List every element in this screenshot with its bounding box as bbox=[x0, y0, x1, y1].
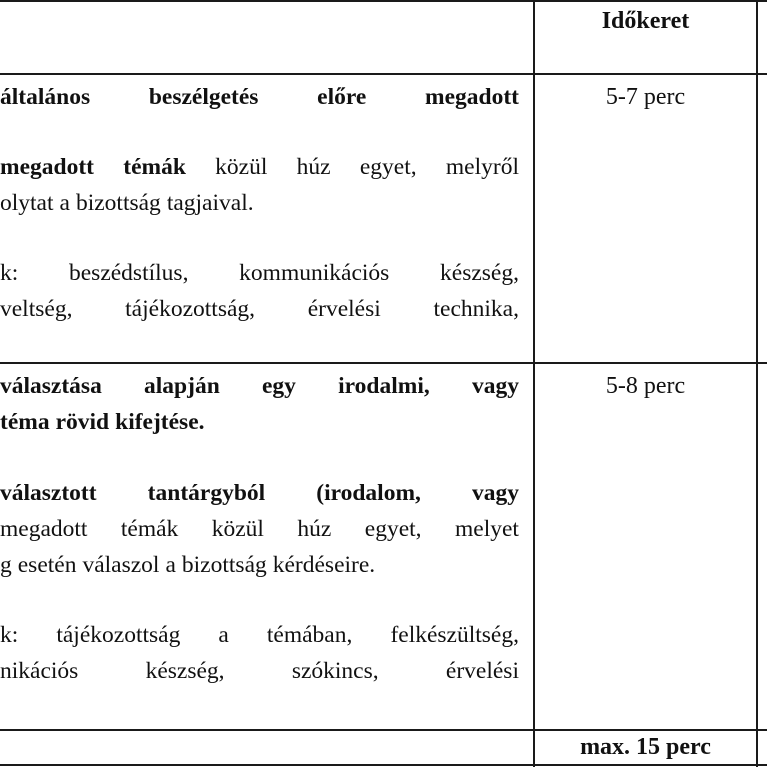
description-word: beszédstílus, bbox=[69, 260, 189, 286]
description-word: a bbox=[218, 622, 229, 648]
total-time: max. 15 perc bbox=[580, 734, 711, 760]
description-word: alapján bbox=[144, 373, 220, 399]
table-top-border bbox=[0, 0, 767, 2]
description-line bbox=[0, 373, 519, 400]
description-word: készség, bbox=[440, 260, 519, 286]
description-word: témák bbox=[120, 516, 179, 542]
description-word: megadott bbox=[425, 84, 519, 110]
description-word: melyet bbox=[454, 516, 519, 542]
description-word: tájékozottság, bbox=[125, 296, 256, 322]
description-line bbox=[0, 516, 519, 543]
description-word: válaszol bbox=[82, 552, 160, 578]
description-word: előre bbox=[317, 84, 367, 110]
description-line bbox=[0, 296, 519, 323]
description-word: egy bbox=[261, 373, 296, 399]
header-time-label: Időkeret bbox=[601, 8, 690, 34]
column-divider bbox=[756, 0, 758, 767]
row-1-time: 5-7 perc bbox=[605, 84, 686, 110]
description-line bbox=[0, 260, 519, 287]
description-word: g bbox=[0, 552, 12, 578]
table-bottom-border bbox=[0, 764, 767, 766]
description-word: közül bbox=[215, 154, 268, 180]
description-line bbox=[0, 154, 519, 181]
description-word: téma bbox=[0, 409, 50, 435]
description-word: közül bbox=[211, 516, 264, 542]
description-word: tájékozottság bbox=[56, 622, 181, 648]
description-word: választása bbox=[0, 373, 102, 399]
description-word: k: bbox=[0, 622, 19, 648]
description-word: húz bbox=[296, 154, 331, 180]
description-word: (irodalom, bbox=[316, 480, 421, 506]
description-word: témák bbox=[123, 154, 186, 180]
description-word: egyet, bbox=[359, 154, 417, 180]
description-word: vagy bbox=[471, 373, 519, 399]
description-line bbox=[0, 480, 519, 507]
description-line bbox=[0, 658, 519, 685]
description-word: irodalmi, bbox=[338, 373, 430, 399]
row-divider bbox=[0, 362, 767, 364]
description-word: érvelési bbox=[307, 296, 381, 322]
description-line bbox=[0, 84, 519, 111]
header-row-divider bbox=[0, 73, 767, 75]
description-line bbox=[0, 622, 519, 649]
description-word: szókincs, bbox=[291, 658, 379, 684]
description-word: megadott bbox=[0, 154, 94, 180]
description-line bbox=[0, 552, 519, 579]
description-word: vagy bbox=[472, 480, 519, 506]
description-word: egyet, bbox=[364, 516, 422, 542]
description-word: választott bbox=[0, 480, 97, 506]
description-word: k: bbox=[0, 260, 19, 286]
description-word: kérdéseire. bbox=[272, 552, 376, 578]
description-word: beszélgetés bbox=[148, 84, 259, 110]
description-word: témában, bbox=[266, 622, 353, 648]
description-word: megadott bbox=[0, 516, 88, 542]
row-2-time: 5-8 perc bbox=[605, 373, 686, 399]
description-word: általános bbox=[0, 84, 91, 110]
description-word: rövid bbox=[55, 409, 110, 435]
description-word: érvelési bbox=[445, 658, 519, 684]
description-line bbox=[0, 190, 519, 217]
description-word: nikációs bbox=[0, 658, 79, 684]
description-word: tagjaival. bbox=[166, 190, 254, 216]
description-word: melyről bbox=[445, 154, 519, 180]
description-word: olytat bbox=[0, 190, 54, 216]
description-word: kommunikációs bbox=[239, 260, 390, 286]
description-word: tantárgyból bbox=[147, 480, 266, 506]
description-word: bizottság bbox=[181, 552, 267, 578]
description-word: a bbox=[165, 552, 176, 578]
description-word: esetén bbox=[17, 552, 77, 578]
description-word: kifejtése. bbox=[115, 409, 205, 435]
description-word: felkészültség, bbox=[390, 622, 519, 648]
description-word: bizottság bbox=[75, 190, 161, 216]
description-word: veltség, bbox=[0, 296, 73, 322]
description-word: technika, bbox=[433, 296, 519, 322]
row-divider bbox=[0, 729, 767, 731]
description-word: készség, bbox=[145, 658, 225, 684]
description-line bbox=[0, 409, 519, 436]
description-word: a bbox=[59, 190, 70, 216]
description-word: húz bbox=[297, 516, 332, 542]
